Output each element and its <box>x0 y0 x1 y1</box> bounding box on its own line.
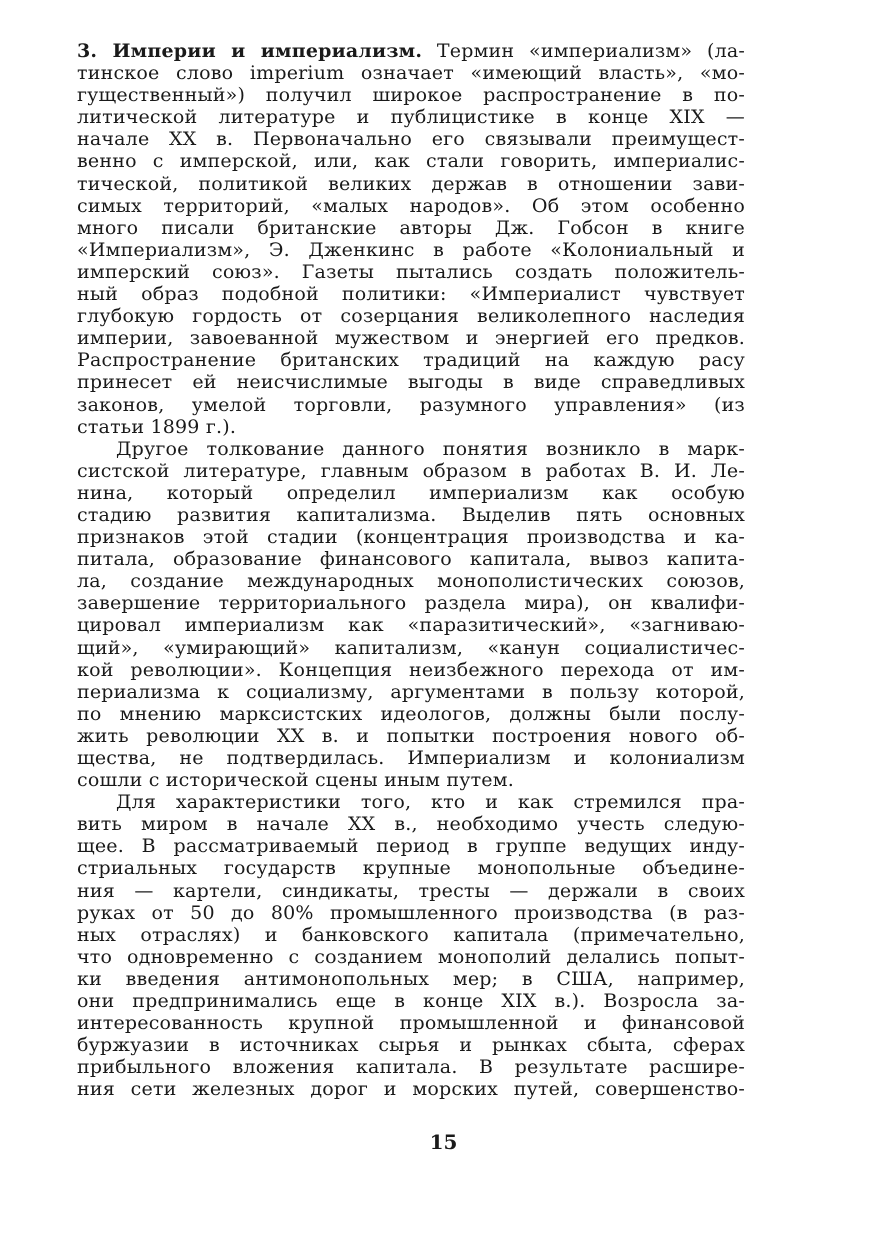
text-line: сошли с исторической сцены иным путем. <box>77 769 514 792</box>
paragraph-1 <box>77 40 745 438</box>
text-line: щее. В рассматриваемый период в группе ведущих инду- <box>77 835 745 858</box>
text-line: цировал империализм как «паразитический», «загниваю- <box>77 614 745 637</box>
text-line: ный образ подобной политики: «Империалист чувствует <box>77 283 745 306</box>
paragraph-2 <box>77 438 745 792</box>
text-line: что одновременно с созданием монополий делались попыт- <box>77 945 745 968</box>
section-heading: 3. Империи и империализм. <box>77 40 423 62</box>
text-line: систской литературе, главным образом в работах В. И. Ле- <box>77 459 745 482</box>
text-line: начале XX в. Первоначально его связывали преимущест- <box>77 128 745 151</box>
text-line: ки введения антимонопольных мер; в США, например, <box>77 967 745 990</box>
text-line: завершение территориального раздела мира), он квалифи- <box>77 592 745 615</box>
page-text <box>77 40 745 1101</box>
text-line: они предпринимались еще в конце XIX в.). Возросла за- <box>77 990 745 1013</box>
text-line: ла, создание международных монополистических союзов, <box>77 570 745 593</box>
text-line: интересованность крупной промышленной и финансовой <box>77 1012 745 1035</box>
text-line: «Империализм», Э. Дженкинс в работе «Колониальный и <box>77 238 745 261</box>
text-line: Для характеристики того, кто и как стремился пра- <box>116 791 745 814</box>
text-line: глубокую гордость от созерцания великолепного наследия <box>77 305 745 328</box>
text-line: принесет ей неисчислимые выгоды в виде справедливых <box>77 371 745 394</box>
text-line: много писали британские авторы Дж. Гобсон в книге <box>77 216 745 239</box>
text-line: законов, умелой торговли, разумного управления» (из <box>77 393 745 416</box>
text-line: статьи 1899 г.). <box>77 415 237 438</box>
text-line: щества, не подтвердилась. Империализм и колониализм <box>77 747 745 769</box>
paragraph-3 <box>77 791 745 1100</box>
text-line: венно с имперской, или, как стали говорить, империалис- <box>77 150 745 173</box>
text-line: прибыльного вложения капитала. В результате расшире- <box>77 1056 745 1079</box>
text-line: симых территорий, «малых народов». Об этом особенно <box>77 194 745 217</box>
text-line: щий», «умирающий» капитализм, «канун социалистичес- <box>77 636 745 659</box>
text-line: тинское слово imperium означает «имеющий власть», «мо- <box>77 62 745 85</box>
text-line: гущественный») получил широкое распространение в по- <box>77 84 745 107</box>
text-line: ных отраслях) и банковского капитала (примечательно, <box>77 923 745 946</box>
text-line: по мнению марксистских идеологов, должны были послу- <box>77 702 745 725</box>
text-line: кой революции». Концепция неизбежного перехода от им- <box>77 658 745 681</box>
text-line: ния сети железных дорог и морских путей, совершенство- <box>77 1078 745 1101</box>
page-number: 15 <box>429 1130 458 1154</box>
text-line: питала, образование финансового капитала, вывоз капита- <box>77 548 745 571</box>
text-line: ния — картели, синдикаты, тресты — держали в своих <box>77 879 745 902</box>
text-line: стадию развития капитализма. Выделив пять основных <box>77 503 745 526</box>
text-line: стриальных государств крупные монопольные объедине- <box>77 857 745 880</box>
text-line: Распространение британских традиций на каждую расу <box>77 349 745 372</box>
text-line: нина, который определил империализм как особую <box>77 481 745 504</box>
text-line: 3. Империи и империализм. Термин «империализм» (ла- <box>77 40 745 62</box>
text-line: признаков этой стадии (концентрация производства и ка- <box>77 526 745 549</box>
text-line: вить миром в начале XX в., необходимо учесть следую- <box>77 813 745 836</box>
text-line: литической литературе и публицистике в конце XIX — <box>77 106 745 129</box>
text-line: периализма к социализму, аргументами в пользу которой, <box>77 680 745 703</box>
text-line: империи, завоеванной мужеством и энергией его предков. <box>77 327 745 350</box>
text-line: руках от 50 до 80% промышленного производства (в раз- <box>77 901 745 924</box>
text-line: тической, политикой великих держав в отношении зави- <box>77 172 745 195</box>
text-line: Другое толкование данного понятия возникло в марк- <box>116 437 745 460</box>
text-line: имперский союз». Газеты пытались создать положитель- <box>77 260 745 283</box>
text-line: буржуазии в источниках сырья и рынках сбыта, сферах <box>77 1034 745 1057</box>
text-line: жить революции XX в. и попытки построения нового об- <box>77 724 745 747</box>
